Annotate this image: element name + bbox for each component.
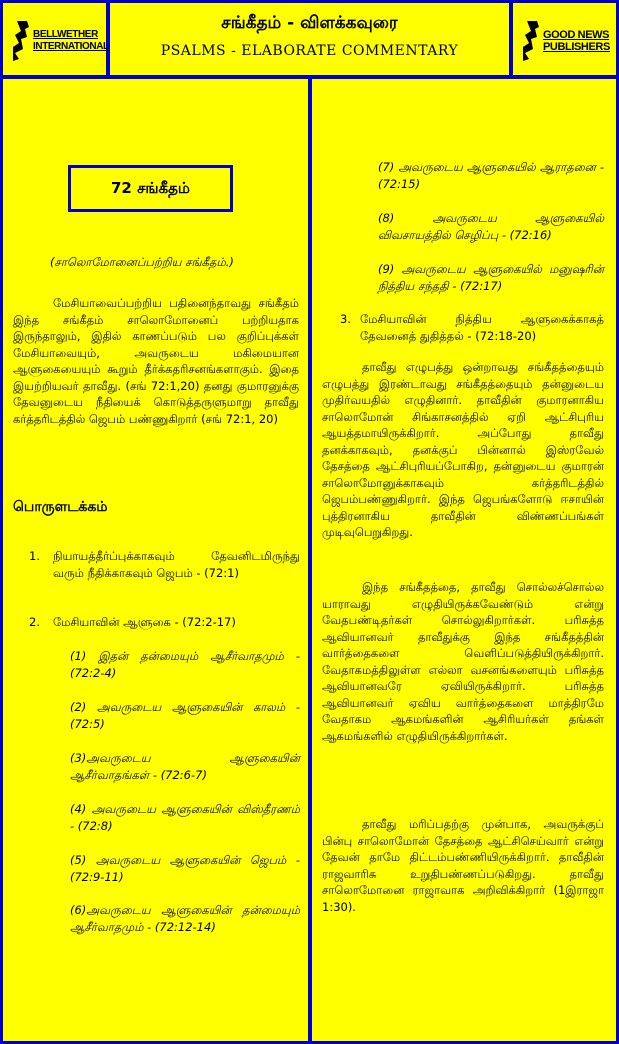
outline-number: 1. bbox=[29, 549, 40, 563]
outline-subitem: (6)அவருடைய ஆளுகையின் தன்மையும் ஆசீர்வாதமும் - (72:12-14) bbox=[70, 903, 300, 934]
outline-subitem: (1) இதன் தன்மையும் ஆசீர்வாதமும் - (72:2-4) bbox=[70, 649, 300, 680]
left-logo-panel bbox=[3, 3, 109, 75]
outline-subitem: (3)அவருடைய ஆளுகையின் ஆசீர்வாதங்கள் - (72:6-7) bbox=[70, 751, 300, 782]
contents-heading: பொருளடக்கம் bbox=[13, 499, 108, 515]
outline-subitem: (5) அவருடைய ஆளுகையின் ஜெபம் - (72:9-11) bbox=[70, 853, 300, 884]
paragraph-3: தாவீது மரிப்பதற்கு முன்பாக, அவருக்குப் பின்பு சாலொமோன் தேசத்தை ஆட்சிசெய்வார் என்று தேவன் தாமே திட்டம்பண்ணியிருக்கிறார். தாவீதின் ராஜவாரிசு உறுதிபண்ணப்படுகிறது. தாவீது சாலொமோனை ராஜாவாக அறிவிக்கிறார் (1இராஜா 1:30). bbox=[322, 817, 604, 914]
left-logo-line2: INTERNATIONAL bbox=[33, 41, 109, 52]
intro-paragraph: மேசியாவைப்பற்றிய பதினைந்தாவது சங்கீதம் இந்த சங்கீதம் சாலொமோனைப் பற்றியதாக இருந்தாலும், இதில் காணப்படும் பல குறிப்புக்கள் மேசியாவையும், அவருடைய மகிமையான ஆளுகையையும் கூறும் தீர்க்கதரிசனங்களாகும். இதை இயற்றியவர் தாவீது. (சங் 72:1,20) தனது குமாரனுக்கு தேவனுடைய நீதியைக் கொடுத்தருளுமாறு தாவீது கர்த்தரிடத்தில் ஜெபம் பண்ணுகிறார் (சங் 72:1, 20) bbox=[13, 296, 299, 426]
outline-subitem: (2) அவருடைய ஆளுகையின் காலம் - (72:5) bbox=[70, 700, 300, 731]
outline-subitem: (7) அவருடைய ஆளுகையில் ஆராதனை - (72:15) bbox=[378, 160, 604, 191]
english-title: PSALMS - ELABORATE COMMENTARY bbox=[160, 43, 459, 59]
paragraph-2: இந்த சங்கீதத்தை, தாவீது சொல்லச்சொல்ல யாராவது எழுதியிருக்கவேண்டும் என்று வேதபண்டிதர்கள் சொல்லுகிறார்கள். பரிசுத்த ஆவியானவர் தாவீதுக்கு இந்த சங்கீதத்தின் வார்த்தைகளை வெளிப்படுத்தியிருக்கிறார். வேதாகமத்திலுள்ள எல்லா வசனங்களையும் பரிசுத்த ஆவியானவரே ஏவியிருக்கிறார். பரிசுத்த ஆவியானவர் ஏவிய வார்த்தைகளை மாத்திரமே வேதாகம ஆகமங்களின் ஆசிரியர்கள் தங்கள் ஆகமங்களில் எழுதியிருக்கிறார்கள். bbox=[322, 580, 604, 743]
left-column bbox=[3, 79, 308, 1041]
right-column bbox=[312, 79, 616, 1041]
subtitle: (சாலொமோனைப்பற்றிய சங்கீதம்.) bbox=[50, 255, 234, 269]
outline-number: 2. bbox=[29, 615, 40, 629]
outline-subitem: (9) அவருடைய ஆளுகையில் மனுஷரின் நித்திய சந்ததி - (72:17) bbox=[378, 262, 604, 293]
right-logo-line1: GOOD NEWS bbox=[543, 29, 610, 41]
ram-icon bbox=[11, 17, 33, 63]
tamil-title: சங்கீதம் - விளக்கவுரை bbox=[221, 13, 398, 33]
chapter-title: 72 சங்கீதம் bbox=[68, 165, 233, 212]
outline-subitem: (8) அவருடைய ஆளுகையில் விவசாயத்தில் செழிப்பு - (72:16) bbox=[378, 211, 604, 242]
title-panel bbox=[110, 3, 509, 75]
right-logo-panel bbox=[513, 3, 616, 75]
ram-icon bbox=[521, 17, 543, 63]
outline-item: மேசியாவின் நித்திய ஆளுகைக்காகத் தேவனைத் துதித்தல் - (72:18-20) bbox=[360, 312, 604, 343]
good-news-logo bbox=[521, 17, 609, 63]
bellwether-logo bbox=[11, 17, 109, 63]
outline-subitem: (4) அவருடைய ஆளுகையின் விஸ்தீரணம் - (72:8) bbox=[70, 802, 300, 833]
outline-number: 3. bbox=[340, 312, 351, 326]
left-logo-line1: BELLWETHER bbox=[33, 29, 98, 40]
right-logo-line2: PUBLISHERS bbox=[543, 41, 610, 53]
paragraph-1: தாவீது எழுபத்து ஒன்றாவது சங்கீதத்தையும் எழுபத்து இரண்டாவது சங்கீதத்தையும் தன்னுடைய முதிர்வயதில் எழுதினார். தாவீதின் குமாரனாகிய சாலொமோன் சிங்காசனத்தில் ஏறி ஆட்சிபுரிய ஆயத்தமாயிருக்கிறார். அப்போது தாவீது தனக்காகவும், தனக்குப் பின்னால் இஸ்ரவேல் தேசத்தை ஆட்சிபுரியப்போகிற, தன்னுடைய குமாரன் சாலொமோனுக்காகவும் கர்த்தரிடத்தில் ஜெபம்பண்ணுகிறார். இந்த ஜெபங்களோடு ஈசாயின் புத்திரனாகிய தாவீதின் விண்ணப்பங்கள் முடிவுபெறுகிறது. bbox=[322, 360, 604, 539]
outline-item: நியாயத்தீர்ப்புக்காகவும் தேவனிடமிருந்து வரும் நீதிக்காகவும் ஜெபம் - (72:1) bbox=[53, 549, 300, 580]
outline-item: மேசியாவின் ஆளுகை - (72:2-17) bbox=[53, 615, 236, 629]
